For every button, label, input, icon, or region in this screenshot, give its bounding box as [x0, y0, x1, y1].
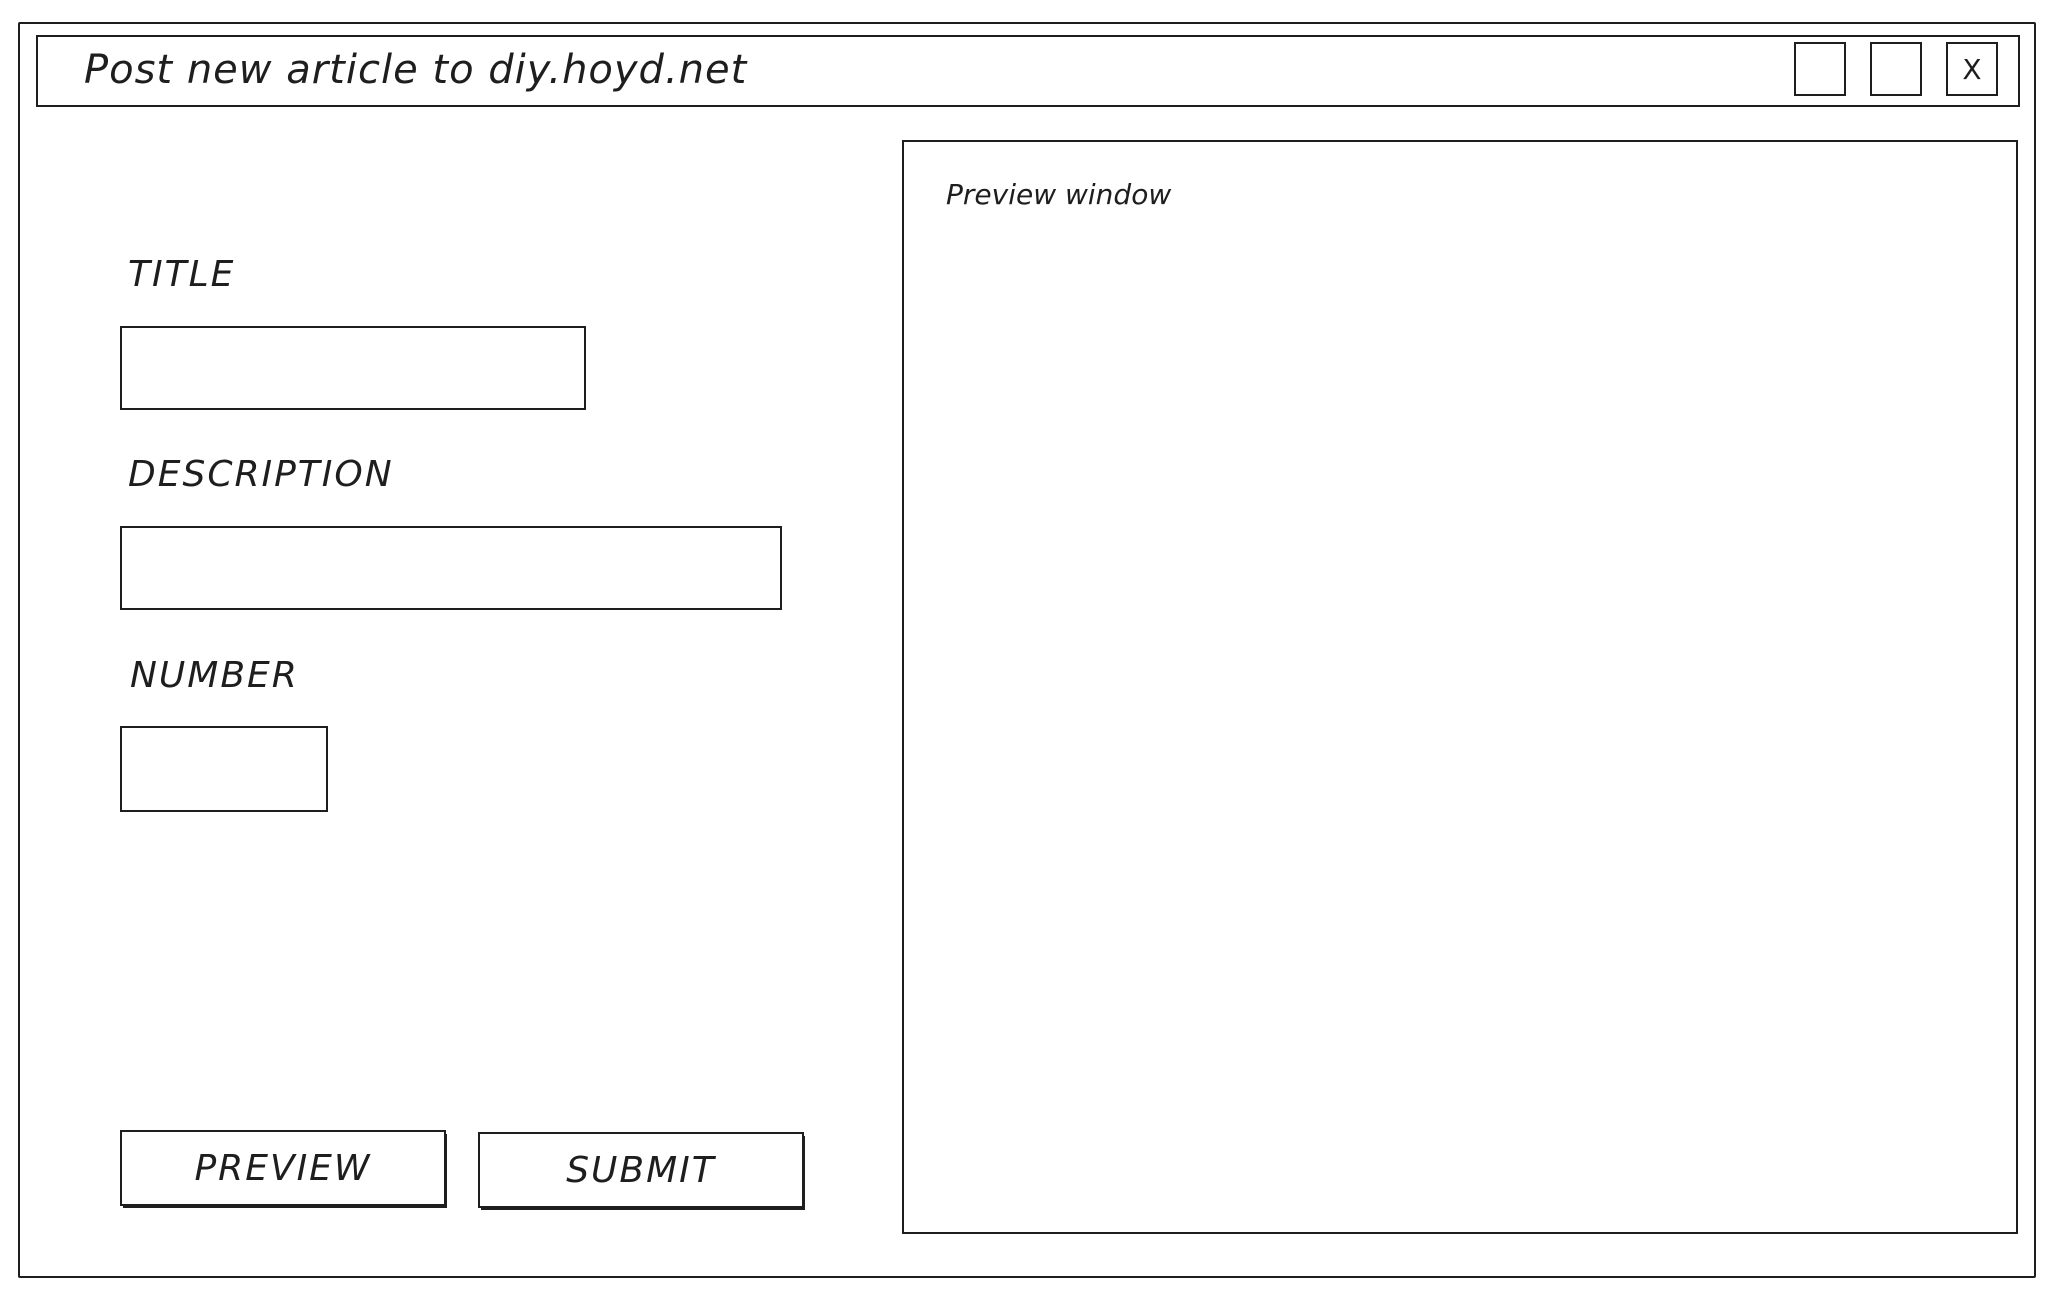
preview-button[interactable]: PREVIEW — [120, 1130, 446, 1206]
submit-button[interactable]: SUBMIT — [478, 1132, 804, 1208]
window-title: Post new article to diy.hoyd.net — [84, 47, 748, 93]
number-input[interactable] — [120, 726, 328, 812]
preview-panel — [902, 140, 2018, 1234]
description-input[interactable] — [120, 526, 782, 610]
title-input[interactable] — [120, 326, 586, 410]
description-label: DESCRIPTION — [128, 454, 394, 495]
preview-heading: Preview window — [946, 178, 1172, 211]
title-label: TITLE — [128, 254, 236, 295]
maximize-button[interactable] — [1870, 42, 1922, 96]
minimize-button[interactable] — [1794, 42, 1846, 96]
close-button[interactable] — [1946, 42, 1998, 96]
number-label: NUMBER — [130, 655, 299, 696]
close-icon: X — [1962, 52, 1982, 86]
